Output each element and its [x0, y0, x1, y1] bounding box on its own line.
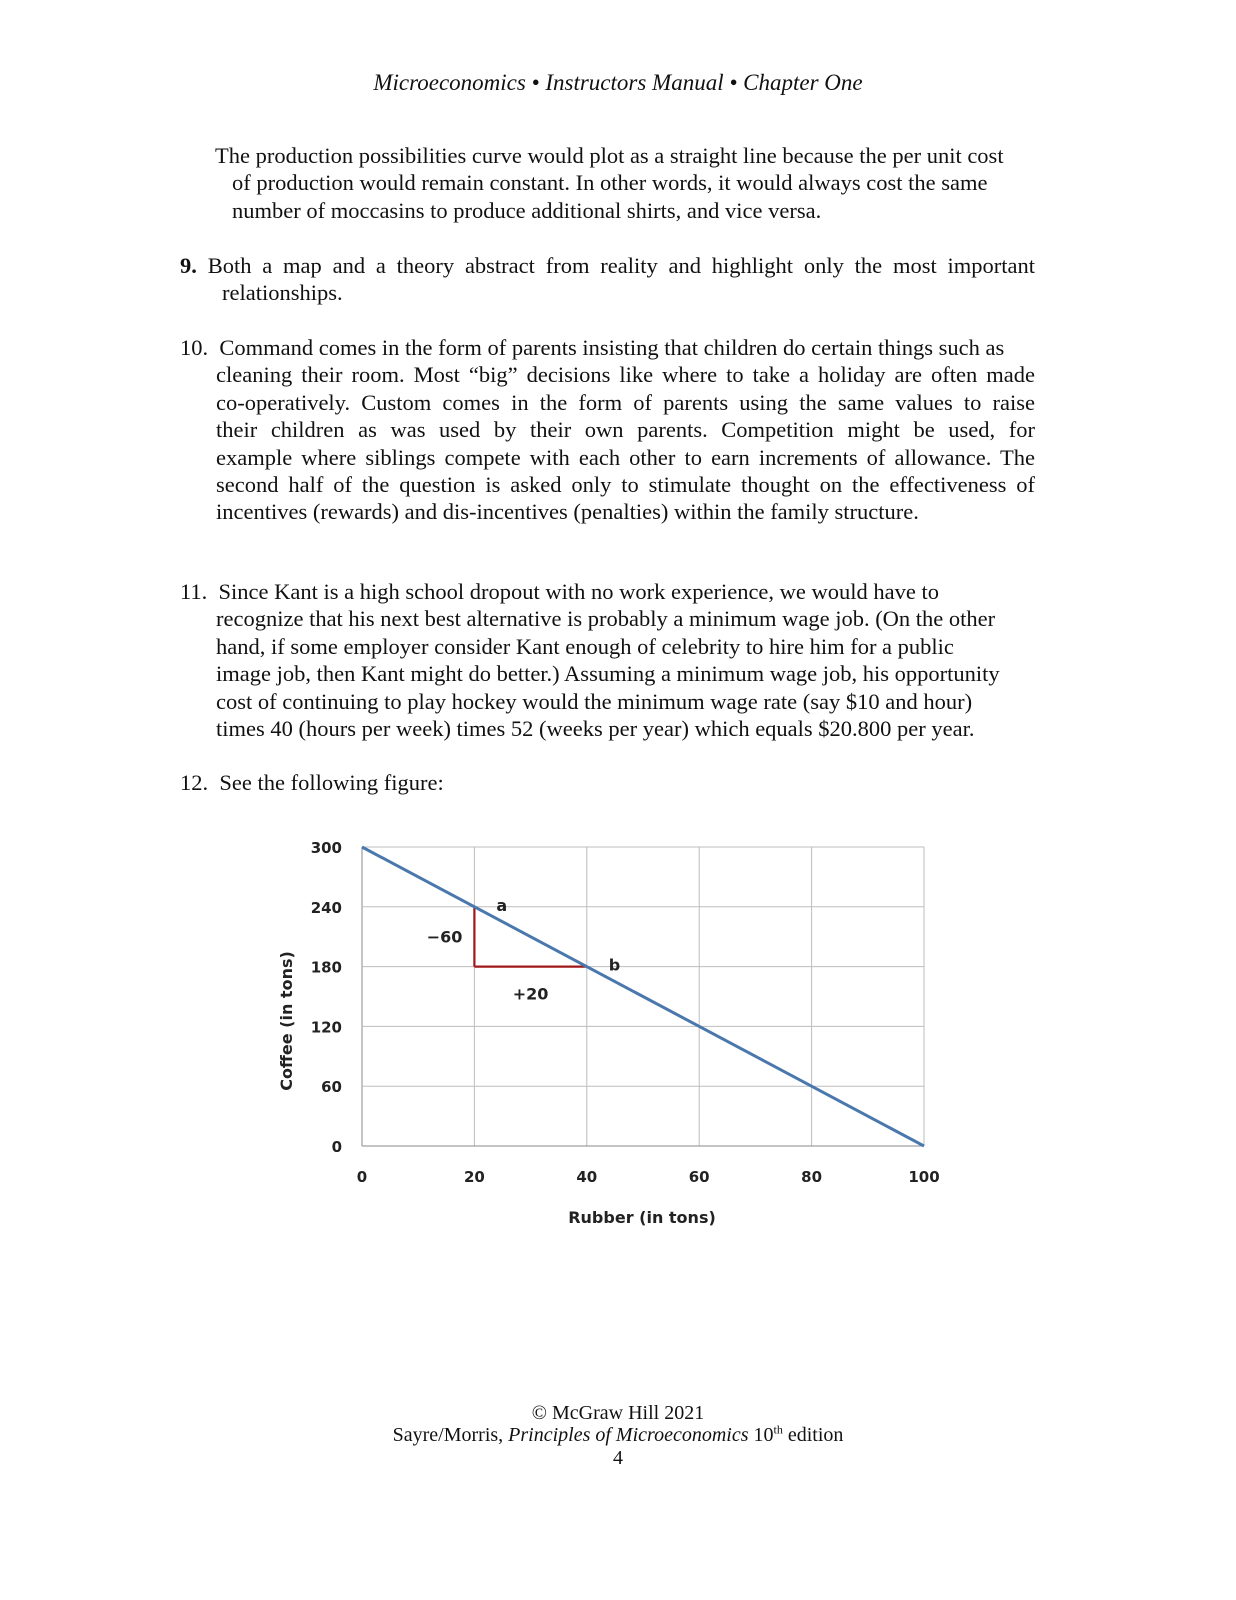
answer-11 — [180, 578, 1035, 742]
y-tick-label: 300 — [310, 839, 342, 857]
answer-10-line-6: second half of the question is asked only to stimulate thought on the effectiveness of — [216, 472, 1035, 498]
answer-12-text: See the following figure: — [219, 770, 444, 795]
x-tick-label: 100 — [908, 1168, 940, 1186]
chart-series — [362, 847, 924, 1146]
intro-line-1: The production possibilities curve would plot as a straight line because the per unit cost — [215, 143, 1004, 168]
answer-12-number: 12. — [180, 770, 209, 795]
answer-11-line-6: times 40 (hours per week) times 52 (weeks per year) which equals $20.800 per year. — [216, 716, 975, 742]
answer-10-number: 10. — [180, 335, 209, 360]
footer-book-line — [0, 1424, 1236, 1446]
intro-line-3: number of moccasins to produce additional shirts, and vice versa. — [232, 197, 822, 223]
point-label-b: b — [608, 955, 621, 975]
x-tick-label: 40 — [576, 1168, 598, 1186]
answer-9-line-2: relationships. — [222, 280, 343, 306]
footer-edition-word: edition — [782, 1424, 844, 1446]
footer-book-title: Principles of Microeconomics — [508, 1424, 749, 1446]
answer-10-line-1 — [180, 334, 1035, 361]
point-label-a: a — [496, 895, 508, 915]
answer-10 — [180, 334, 1035, 526]
x-tick-label: 80 — [801, 1168, 823, 1186]
footer-edition-number: 10 — [748, 1424, 774, 1446]
answer-10-line-7: incentives (rewards) and dis-incentives (penalties) within the family structure. — [216, 499, 919, 525]
footer-page-number: 4 — [613, 1447, 623, 1469]
answer-11-number: 11. — [180, 579, 208, 604]
intro-paragraph — [215, 142, 1035, 224]
intro-line-2: of production would remain constant. In other words, it would always cost the same — [232, 170, 988, 196]
x-axis-label: Rubber (in tons) — [568, 1208, 716, 1227]
x-tick-label: 60 — [688, 1168, 710, 1186]
footer-copyright: © McGraw Hill 2021 — [531, 1402, 705, 1424]
answer-9-line-1-text: Both a map and a theory abstract from reality and highlight only the most important — [207, 253, 1036, 278]
vertical-change-label: −60 — [426, 927, 463, 947]
horizontal-change-label: +20 — [512, 984, 549, 1004]
answer-11-line-1 — [180, 578, 1035, 605]
answer-11-line-2: recognize that his next best alternative is probably a minimum wage job. (On the other — [216, 606, 996, 632]
answer-11-line-1-text: Since Kant is a high school dropout with no work experience, we would have to — [218, 579, 940, 604]
answer-9 — [180, 252, 1035, 307]
answer-10-line-1-text: Command comes in the form of parents insisting that children do certain things such as — [219, 335, 1005, 360]
answer-11-line-3: hand, if some employer consider Kant enough of celebrity to hire him for a public — [216, 633, 954, 659]
answer-10-line-3: co-operatively. Custom comes in the form of parents using the same values to raise — [216, 389, 1035, 415]
chart-ticks — [311, 839, 940, 1186]
y-tick-label: 240 — [310, 898, 342, 917]
answer-10-line-5: example where siblings compete with each other to earn increments of allowance. The — [216, 444, 1035, 470]
y-axis-label: Coffee (in tons) — [277, 951, 296, 1091]
page-header: Microeconomics • Instructors Manual • Chapter One — [373, 70, 863, 95]
ppf-chart — [270, 825, 960, 1245]
answer-11-line-5: cost of continuing to play hockey would the minimum wage rate (say $10 and hour) — [216, 688, 973, 714]
answer-11-line-4: image job, then Kant might do better.) Assuming a minimum wage job, his opportunity — [216, 661, 1000, 687]
y-tick-label: 120 — [310, 1018, 342, 1037]
x-tick-label: 20 — [463, 1168, 485, 1186]
x-tick-label: 0 — [356, 1168, 368, 1186]
answer-9-line-1 — [180, 252, 1035, 279]
y-tick-label: 60 — [321, 1078, 342, 1097]
y-tick-label: 0 — [331, 1138, 342, 1156]
answer-10-line-2: cleaning their room. Most “big” decisions like where to take a holiday are often made — [216, 362, 1035, 388]
answer-9-number: 9. — [180, 253, 197, 278]
ppf-line — [362, 847, 924, 1146]
answer-10-line-4: their children as was used by their own parents. Competition might be used, for — [216, 417, 1035, 443]
answer-12-line — [180, 769, 1035, 796]
footer-edition-suffix: th — [773, 1422, 783, 1437]
y-tick-label: 180 — [310, 958, 342, 977]
footer-authors: Sayre/Morris, — [392, 1424, 509, 1446]
answer-12 — [180, 769, 1035, 796]
